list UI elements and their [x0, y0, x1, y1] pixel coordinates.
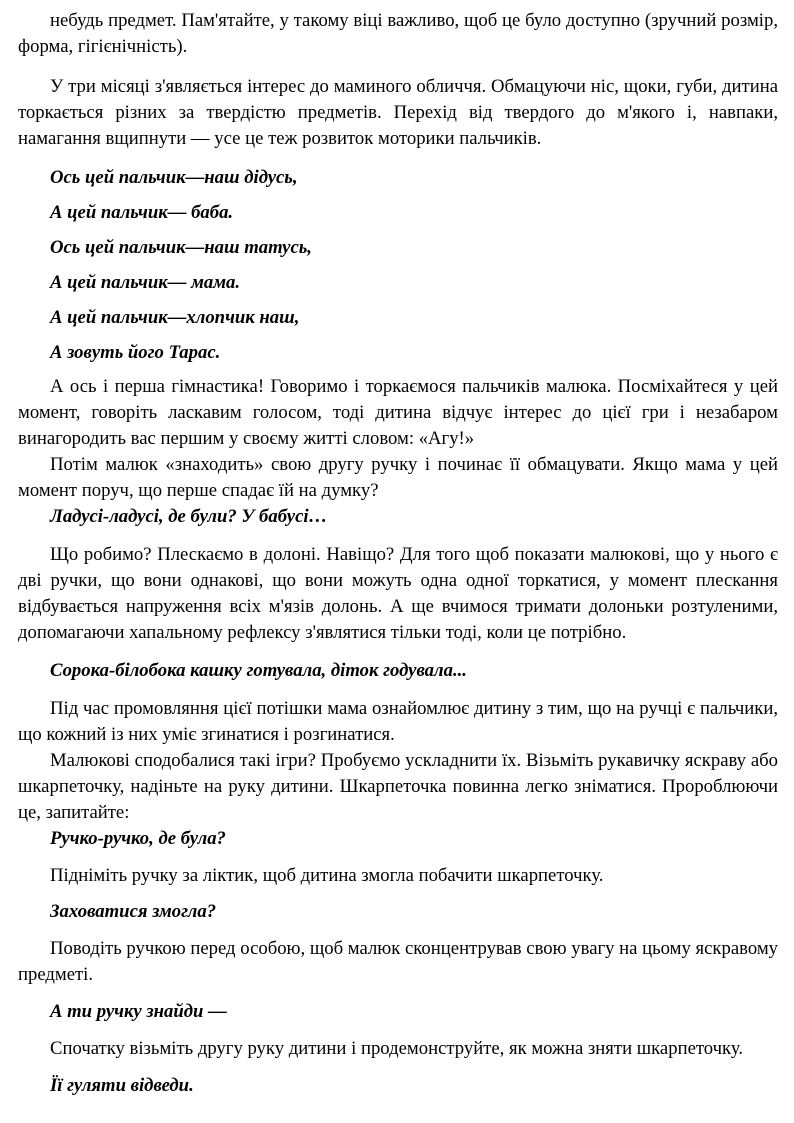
- paragraph-move-hand: Поводіть ручкою перед особою, щоб малюк сконцентрував свою увагу на цьому яскравому предметі.: [18, 938, 778, 985]
- verse-line: Ось цей пальчик—наш татусь,: [50, 237, 312, 258]
- paragraph-second-hand: Потім малюк «знаходить» свою другу ручку і починає її обмацувати. Якщо мама у цей момент поруч, що перше спадає їй на думку?: [18, 454, 778, 501]
- paragraph-lift-hand: Підніміть ручку за ліктик, щоб дитина змогла побачити шкарпеточку.: [50, 865, 604, 886]
- paragraph-clapping: Що робимо? Плескаємо в долоні. Навіщо? Для того щоб показати малюкові, що у нього є дві ручки, що вони однакові, що вони можуть одна одної торкатися, у момент плескання відбувається напруження всіх м'язів долонь. А ще вчимося тримати долоньки розтуленими, допомагаючи хапальному рефлексу з'являтися тільки тоді, коли це потрібно.: [18, 544, 778, 643]
- paragraph-intro: небудь предмет. Пам'ятайте, у такому віці важливо, щоб це було доступно (зручний розмір, форма, гігієнічність).: [18, 10, 778, 57]
- verse-line: Ладусі-ладусі, де були? У бабусі…: [50, 506, 328, 527]
- verse-line: Заховатися змогла?: [50, 901, 217, 922]
- paragraph-other-hand: Спочатку візьміть другу руку дитини і продемонструйте, як можна зняти шкарпеточку.: [50, 1038, 744, 1059]
- verse-line: Сорока-білобока кашку готувала, діток годувала...: [50, 660, 467, 681]
- verse-line: Ось цей пальчик—наш дідусь,: [50, 167, 298, 188]
- verse-line: А ти ручку знайди —: [50, 1001, 227, 1022]
- paragraph-harder-games: Малюкові сподобалися такі ігри? Пробуємо ускладнити їх. Візьміть рукавичку яскраву або шкарпеточку, надіньте на руку дитини. Шкарпеточка повинна легко зніматися. Пророблюючи це, запитайте:: [18, 750, 778, 823]
- verse-line: Її гуляти відведи.: [50, 1075, 194, 1096]
- verse-line: А цей пальчик— баба.: [50, 202, 234, 223]
- verse-line: Ручко-ручко, де була?: [50, 828, 226, 849]
- verse-line: А цей пальчик— мама.: [50, 272, 241, 293]
- paragraph-fingers: Під час промовляння цієї потішки мама ознайомлює дитину з тим, що на ручці є пальчики, що кожний із них уміє згинатися і розгинатися.: [18, 698, 778, 745]
- document-page: [18, 4, 778, 1099]
- verse-line: А цей пальчик—хлопчик наш,: [50, 307, 300, 328]
- paragraph-three-months: У три місяці з'являється інтерес до маминого обличчя. Обмацуючи ніс, щоки, губи, дитина торкається різних за твердістю предметів. Перехід від твердого до м'якого і, навпаки, намагання вщипнути — усе це теж розвиток моторики пальчиків.: [18, 76, 778, 149]
- paragraph-gymnastics: А ось і перша гімнастика! Говоримо і торкаємося пальчиків малюка. Посміхайтеся у цей момент, говоріть ласкавим голосом, тоді дитина відчує інтерес до цієї гри і незабаром винагородить вас першим у своєму житті словом: «Агу!»: [18, 376, 778, 449]
- verse-line: А зовуть його Тарас.: [50, 342, 221, 363]
